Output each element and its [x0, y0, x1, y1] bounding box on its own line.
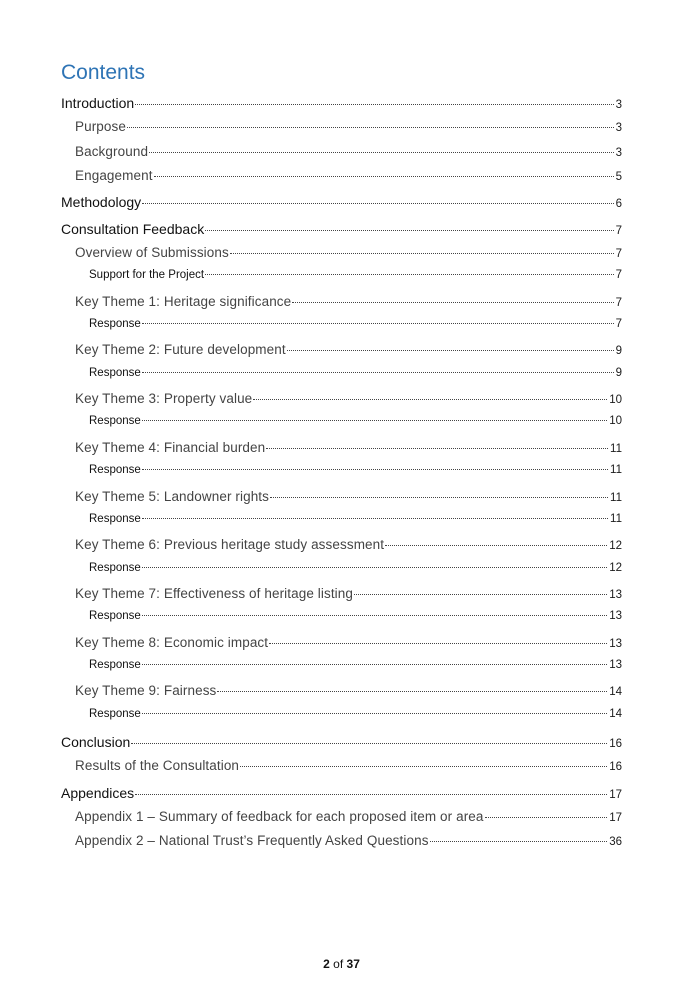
toc-entry-page-number[interactable]: 17	[609, 788, 622, 801]
toc-entry-page-number[interactable]: 13	[609, 658, 622, 671]
toc-entry-page-number[interactable]: 12	[609, 561, 622, 574]
dot-leader	[354, 594, 607, 595]
dot-leader	[135, 104, 613, 105]
toc-entry-page-number[interactable]: 10	[609, 415, 622, 428]
toc-entry-label[interactable]: Results of the Consultation	[75, 758, 240, 774]
dot-leader	[142, 469, 608, 470]
toc-entry[interactable]	[61, 537, 622, 561]
toc-entry-label[interactable]: Response	[89, 561, 141, 574]
toc-entry-label[interactable]: Key Theme 6: Previous heritage study assessment	[75, 537, 385, 553]
toc-entry-page-number[interactable]: 3	[615, 146, 622, 159]
table-of-contents	[61, 93, 622, 858]
toc-entry-label[interactable]: Introduction	[61, 95, 135, 111]
dot-leader	[135, 794, 607, 795]
dot-leader	[270, 497, 608, 498]
toc-entry-page-number[interactable]: 3	[615, 99, 622, 111]
page-number-footer	[0, 957, 683, 971]
dot-leader	[292, 302, 613, 303]
toc-entry-page-number[interactable]: 36	[609, 836, 622, 849]
toc-entry-page-number[interactable]: 16	[609, 761, 622, 774]
toc-entry-label[interactable]: Key Theme 1: Heritage significance	[75, 293, 292, 309]
toc-entry-label[interactable]: Appendices	[61, 784, 135, 801]
toc-entry[interactable]	[61, 294, 622, 318]
toc-entry-page-number[interactable]: 11	[610, 512, 622, 525]
toc-entry-label[interactable]: Response	[89, 318, 141, 331]
toc-entry[interactable]	[61, 562, 622, 586]
toc-entry[interactable]	[61, 367, 622, 391]
dot-leader	[142, 323, 614, 324]
toc-entry[interactable]	[61, 732, 622, 758]
toc-entry[interactable]	[61, 659, 622, 683]
toc-entry-page-number[interactable]: 11	[610, 464, 622, 477]
toc-entry[interactable]	[61, 464, 622, 488]
toc-entry[interactable]	[61, 269, 622, 293]
toc-entry-page-number[interactable]: 14	[609, 707, 622, 720]
dot-leader	[154, 176, 614, 177]
dot-leader	[217, 691, 607, 692]
toc-entry-label[interactable]: Support for the Project	[89, 269, 205, 282]
dot-leader	[205, 274, 614, 275]
dot-leader	[205, 230, 613, 231]
dot-leader	[142, 203, 613, 204]
toc-entry-label[interactable]: Conclusion	[61, 733, 131, 750]
toc-entry-page-number[interactable]: 17	[609, 811, 622, 824]
toc-entry-page-number[interactable]: 7	[615, 269, 622, 282]
toc-entry-label[interactable]: Key Theme 3: Property value	[75, 391, 253, 407]
toc-entry-label[interactable]: Methodology	[61, 194, 142, 211]
toc-entry-label[interactable]: Key Theme 4: Financial burden	[75, 439, 266, 455]
toc-entry[interactable]	[61, 391, 622, 415]
page-title: Contents	[61, 61, 146, 84]
toc-entry[interactable]	[61, 783, 622, 809]
dot-leader	[287, 350, 614, 351]
toc-entry-page-number[interactable]: 6	[615, 198, 622, 211]
dot-leader	[485, 817, 608, 818]
toc-entry-label[interactable]: Response	[89, 707, 141, 720]
toc-entry-label[interactable]: Consultation Feedback	[61, 220, 205, 237]
toc-entry[interactable]	[61, 586, 622, 610]
dot-leader	[253, 399, 607, 400]
dot-leader	[127, 127, 614, 128]
toc-entry[interactable]	[61, 219, 622, 245]
toc-entry-page-number[interactable]: 14	[609, 686, 622, 699]
dot-leader	[269, 643, 607, 644]
dot-leader	[240, 766, 607, 767]
toc-entry-page-number[interactable]: 16	[609, 737, 622, 750]
toc-entry-label[interactable]: Engagement	[75, 168, 153, 184]
toc-entry-page-number[interactable]: 12	[609, 540, 622, 553]
toc-entry-page-number[interactable]: 13	[609, 637, 622, 650]
toc-entry-page-number[interactable]: 7	[615, 296, 622, 309]
dot-leader	[131, 743, 607, 744]
toc-entry[interactable]	[61, 318, 622, 342]
toc-entry[interactable]	[61, 489, 622, 513]
dot-leader	[230, 253, 614, 254]
toc-entry-label[interactable]: Key Theme 2: Future development	[75, 342, 286, 358]
toc-entry-label[interactable]: Background	[75, 143, 149, 159]
toc-entry-page-number[interactable]: 7	[615, 224, 622, 237]
toc-entry-page-number[interactable]: 13	[609, 610, 622, 623]
toc-entry-label[interactable]: Response	[89, 512, 141, 525]
toc-entry[interactable]	[61, 119, 622, 143]
toc-entry[interactable]	[61, 245, 622, 269]
dot-leader	[142, 372, 614, 373]
toc-entry-page-number[interactable]: 11	[610, 491, 622, 504]
toc-entry-label[interactable]: Overview of Submissions	[75, 245, 229, 261]
toc-entry-page-number[interactable]: 7	[615, 248, 622, 261]
toc-entry-page-number[interactable]: 3	[615, 122, 622, 135]
dot-leader	[385, 545, 607, 546]
toc-entry-page-number[interactable]: 11	[610, 442, 622, 455]
dot-leader	[430, 841, 608, 842]
toc-entry-page-number[interactable]: 10	[609, 394, 622, 407]
toc-entry-label[interactable]: Key Theme 8: Economic impact	[75, 634, 269, 650]
toc-entry[interactable]	[61, 342, 622, 366]
dot-leader	[142, 567, 607, 568]
toc-entry[interactable]	[61, 833, 622, 857]
toc-entry[interactable]	[61, 192, 622, 218]
toc-entry-label[interactable]: Appendix 2 – National Trust’s Frequently Asked Questions	[75, 833, 429, 849]
toc-entry[interactable]	[61, 809, 622, 833]
toc-entry[interactable]	[61, 610, 622, 634]
toc-entry-label[interactable]: Key Theme 7: Effectiveness of heritage listing	[75, 585, 354, 601]
toc-entry-page-number[interactable]: 5	[615, 171, 622, 184]
toc-entry[interactable]	[61, 683, 622, 707]
toc-entry[interactable]	[61, 708, 622, 732]
toc-entry-label[interactable]: Response	[89, 658, 141, 671]
toc-entry-label[interactable]: Purpose	[75, 119, 126, 135]
toc-entry-page-number[interactable]: 13	[609, 588, 622, 601]
toc-entry-label[interactable]: Response	[89, 464, 141, 477]
dot-leader	[149, 152, 614, 153]
toc-entry-label[interactable]: Response	[89, 415, 141, 428]
toc-entry-page-number[interactable]: 9	[615, 345, 622, 358]
dot-leader	[142, 615, 607, 616]
total-page-count: 37	[346, 957, 360, 971]
toc-entry-label[interactable]: Response	[89, 366, 141, 379]
dot-leader	[142, 664, 607, 665]
toc-entry[interactable]	[61, 758, 622, 782]
toc-entry-page-number[interactable]: 9	[615, 366, 622, 379]
toc-entry-label[interactable]: Key Theme 9: Fairness	[75, 683, 217, 699]
toc-entry-label[interactable]: Key Theme 5: Landowner rights	[75, 488, 270, 504]
toc-entry-page-number[interactable]: 7	[615, 318, 622, 331]
dot-leader	[266, 448, 608, 449]
toc-entry[interactable]	[61, 144, 622, 168]
toc-entry[interactable]	[61, 440, 622, 464]
toc-entry[interactable]	[61, 513, 622, 537]
toc-entry[interactable]	[61, 93, 622, 119]
toc-entry-label[interactable]: Appendix 1 – Summary of feedback for each proposed item or area	[75, 808, 484, 824]
current-page-number: 2	[323, 957, 330, 971]
page-of-label: of	[333, 957, 344, 971]
dot-leader	[142, 518, 608, 519]
toc-entry[interactable]	[61, 415, 622, 439]
dot-leader	[142, 420, 607, 421]
toc-entry[interactable]	[61, 168, 622, 192]
toc-entry[interactable]	[61, 635, 622, 659]
toc-entry-label[interactable]: Response	[89, 610, 141, 623]
dot-leader	[142, 713, 607, 714]
